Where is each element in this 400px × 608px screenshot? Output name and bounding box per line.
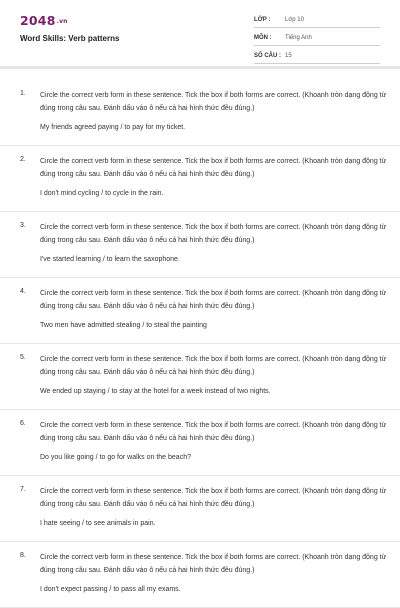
question-number: 4.: [20, 288, 26, 295]
question-number: 5.: [20, 354, 26, 361]
question-instruction: Circle the correct verb form in these sentence. Tick the box if both forms are correct. (Khoanh tròn dạng động từ đúng trong câu sau. Đánh dấu vào ô nếu cả hai hình thức đều đúng.): [40, 356, 387, 376]
question-instruction: Circle the correct verb form in these sentence. Tick the box if both forms are correct. (Khoanh tròn dạng động từ đúng trong câu sau. Đánh dấu vào ô nếu cả hai hình thức đều đúng.): [40, 158, 387, 178]
question-item: [0, 476, 400, 542]
question-sentence: I hate seeing / to see animals in pain.: [40, 520, 156, 527]
meta-label: MÔN :: [254, 35, 272, 41]
question-instruction: Circle the correct verb form in these sentence. Tick the box if both forms are correct. (Khoanh tròn dạng động từ đúng trong câu sau. Đánh dấu vào ô nếu cả hai hình thức đều đúng.): [40, 224, 387, 244]
page-title: Word Skills: Verb patterns: [20, 34, 120, 43]
question-instruction: Circle the correct verb form in these sentence. Tick the box if both forms are correct. (Khoanh tròn dạng động từ đúng trong câu sau. Đánh dấu vào ô nếu cả hai hình thức đều đúng.): [40, 554, 387, 574]
question-sentence: Do you like going / to go for walks on the beach?: [40, 454, 191, 461]
meta-row-subject: [254, 31, 380, 46]
header-divider: [0, 66, 400, 69]
meta-value: Tiếng Anh: [285, 35, 312, 41]
question-item: [0, 542, 400, 608]
question-sentence: I don't mind cycling / to cycle in the rain.: [40, 190, 164, 197]
question-list: [0, 82, 400, 608]
question-item: [0, 146, 400, 212]
question-number: 2.: [20, 156, 26, 163]
question-item: [0, 344, 400, 410]
meta-row-class: [254, 13, 380, 28]
question-item: [0, 278, 400, 344]
question-sentence: We ended up staying / to stay at the hotel for a week instead of two nights.: [40, 388, 271, 395]
question-number: 3.: [20, 222, 26, 229]
question-instruction: Circle the correct verb form in these sentence. Tick the box if both forms are correct. (Khoanh tròn dạng động từ đúng trong câu sau. Đánh dấu vào ô nếu cả hai hình thức đều đúng.): [40, 290, 387, 310]
question-sentence: I don't expect passing / to pass all my exams.: [40, 586, 181, 593]
meta-label: SỐ CÂU :: [254, 53, 281, 59]
site-logo[interactable]: [20, 13, 68, 28]
question-item: [0, 82, 400, 146]
question-instruction: Circle the correct verb form in these sentence. Tick the box if both forms are correct. (Khoanh tròn dạng động từ đúng trong câu sau. Đánh dấu vào ô nếu cả hai hình thức đều đúng.): [40, 92, 387, 112]
question-number: 6.: [20, 420, 26, 427]
question-sentence: I've started learning / to learn the saxophone.: [40, 256, 180, 263]
meta-value: 15: [285, 53, 292, 59]
meta-value: Lớp 10: [285, 17, 304, 23]
question-number: 7.: [20, 486, 26, 493]
question-sentence: Two men have admitted stealing / to steal the painting: [40, 322, 207, 329]
question-instruction: Circle the correct verb form in these sentence. Tick the box if both forms are correct. (Khoanh tròn dạng động từ đúng trong câu sau. Đánh dấu vào ô nếu cả hai hình thức đều đúng.): [40, 488, 387, 508]
question-number: 8.: [20, 552, 26, 559]
question-item: [0, 410, 400, 476]
logo-main: 2048: [20, 13, 56, 28]
question-instruction: Circle the correct verb form in these sentence. Tick the box if both forms are correct. (Khoanh tròn dạng động từ đúng trong câu sau. Đánh dấu vào ô nếu cả hai hình thức đều đúng.): [40, 422, 387, 442]
question-number: 1.: [20, 90, 26, 97]
logo-suffix: .vn: [56, 18, 68, 25]
meta-label: LỚP :: [254, 17, 271, 23]
page-header: [0, 0, 400, 66]
meta-info: [254, 13, 380, 67]
meta-row-question-count: [254, 49, 380, 64]
question-item: [0, 212, 400, 278]
question-sentence: My friends agreed paying / to pay for my ticket.: [40, 124, 186, 131]
